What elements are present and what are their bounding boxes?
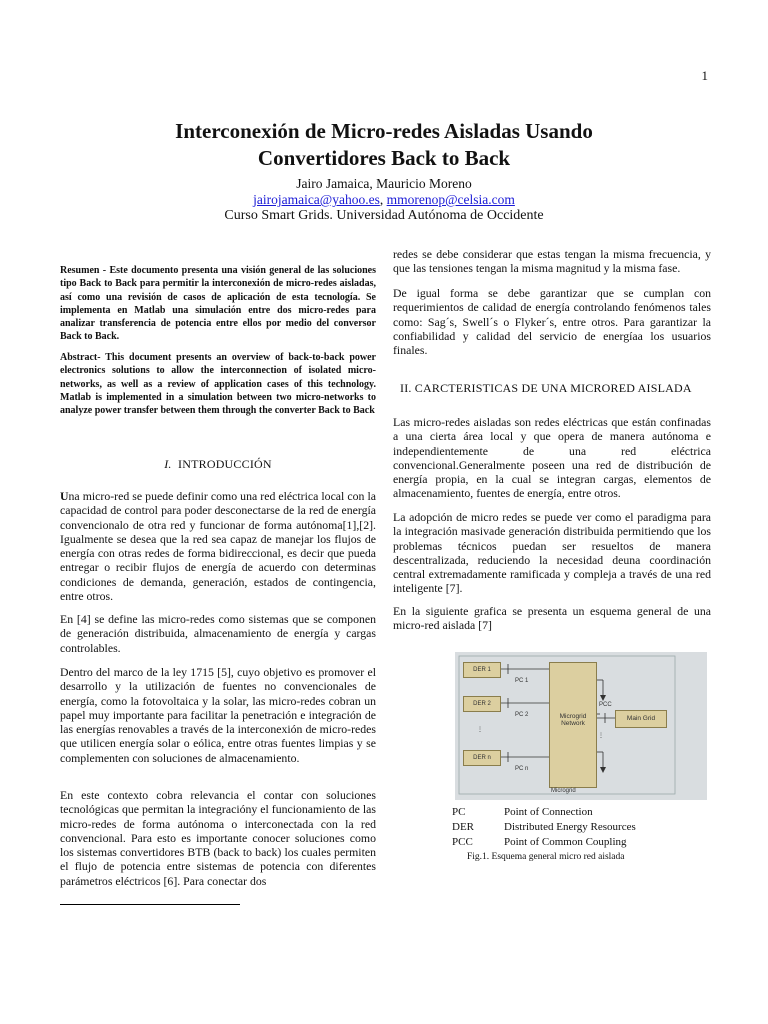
right-paragraph-4: La adopción de micro redes se puede ver como el paradigma para la integración masivade generación distribuida permitiendo que los problemas técnicos puedan ser resueltos de manera descentralizada, reduciendo la necesidad deuna coordinación central extremadamente ramificada y compleja a través de una red inteligente [7]. xyxy=(393,510,711,596)
section-1-heading xyxy=(60,457,376,472)
legend-row: PCC Point of Common Coupling xyxy=(452,836,627,848)
der-1-box: DER 1 xyxy=(463,662,501,678)
network-label-1: Microgrid xyxy=(559,713,587,720)
email-link-1[interactable]: jairojamaica@yahoo.es xyxy=(253,192,380,207)
title-line-1: Interconexión de Micro-redes Aisladas Usando xyxy=(175,119,593,143)
section-1-number: I. xyxy=(164,457,172,471)
intro-paragraph-4: En este contexto cobra relevancia el contar con soluciones tecnológicas que permitan la integracióny el funcionamiento de las micro-redes de forma autónoma o interconectada con la red convencional. Para esto es importante conocer soluciones como los sistemas convertidores BTB (back to back) los cuales permiten el flujo de potencia entre sistemas de potencia con diferentes parámetros eléctricos [6]. Para conectar dos xyxy=(60,788,376,888)
email-link-2[interactable]: mmorenop@celsia.com xyxy=(386,192,515,207)
legend-row: DER Distributed Energy Resources xyxy=(452,821,636,833)
microgrid-figure xyxy=(455,652,707,800)
footnote-rule xyxy=(60,904,240,905)
pc-2-label: PC 2 xyxy=(515,712,529,718)
emails xyxy=(0,192,768,208)
right-paragraph-1: redes se debe considerar que estas tengan la misma frecuencia, y que las tensiones tengan la misma magnitud y la misma fase. xyxy=(393,247,711,276)
intro-paragraph-3: Dentro del marco de la ley 1715 [5], cuyo objetivo es promover el desarrollo y la utilización de fuentes no convencionales de energía, como la fotovoltaica y la solar, las micro-redes cobran un papel muy importante para facilitar la penetración e integración de las energías renovables a través de la interconexión de micro-redes que utilicen energía solar o eólica, entre otras fuentes limpias y se complementen con soluciones de almacenamiento. xyxy=(60,665,376,765)
right-paragraph-2: De igual forma se debe garantizar que se cumplan con requerimientos de calidad de energía controlando fenómenos tales como: Sag´s, Swell´s o Flyker´s, entre otros. Para garantizar la confiabilidad y calidad del servicio de energíaa los usuarios finales. xyxy=(393,286,711,358)
microgrid-network-box xyxy=(549,662,597,788)
right-paragraph-3: Las micro-redes aisladas son redes eléctricas que están confinadas a una cierta área local y que opera de manera autónoma e independientemente de una red eléctrica convencional.Generalmente poseen una red de distribución de energía propia, en la cual se integran cargas, elementos de almacenamiento, fuentes de energía, entre otros. xyxy=(393,415,711,501)
pc-n-label: PC n xyxy=(515,766,529,772)
der-ellipsis: ⋮ xyxy=(477,727,483,733)
email-separator: , xyxy=(379,192,387,207)
legend-row: PC Point of Connection xyxy=(452,806,593,818)
microgrid-label: Microgrid xyxy=(551,788,576,794)
figure-caption: Fig.1. Esquema general micro red aislada xyxy=(467,852,625,862)
paper-title xyxy=(0,118,768,172)
intro-paragraph-2: En [4] se define las micro-redes como sistemas que se componen de generación distribuida, almacenamiento de energía y cargas controlables. xyxy=(60,612,376,655)
pc-1-label: PC 1 xyxy=(515,678,529,684)
main-grid-box: Main Grid xyxy=(615,710,667,728)
course-affiliation: Curso Smart Grids. Universidad Autónoma de Occidente xyxy=(224,208,544,223)
network-ellipsis: ⋮ xyxy=(598,733,604,739)
title-line-2: Convertidores Back to Back xyxy=(257,146,511,170)
der-n-box: DER n xyxy=(463,750,501,766)
figure-legend xyxy=(452,805,722,850)
authors: Jairo Jamaica, Mauricio Moreno xyxy=(296,176,472,191)
right-paragraph-5: En la siguiente grafica se presenta un esquema general de una micro-red aislada [7] xyxy=(393,604,711,633)
network-label-2: Network xyxy=(561,720,585,727)
intro-paragraph-1 xyxy=(60,489,376,603)
section-2-heading: II. CARCTERISTICAS DE UNA MICRORED AISLADA xyxy=(400,381,692,395)
drop-cap: U xyxy=(60,489,69,503)
resumen: Resumen - Este documento presenta una visión general de las soluciones tipo Back to Back para permitir la interconexión de micro-redes aisladas, así como una revisión de casos de aplicación de esta tecnología. Se implementa en Matlab una simulación entre dos micro-redes para analizar transferencia de potencia entre ellos por medio del conversor Back to Back. xyxy=(60,265,376,343)
page-number: 1 xyxy=(701,68,708,83)
der-2-box: DER 2 xyxy=(463,696,501,712)
author-block xyxy=(0,176,768,224)
pcc-label: PCC xyxy=(599,702,612,708)
section-1-title: INTRODUCCIÓN xyxy=(178,457,272,471)
intro-p1-text: na micro-red se puede definir como una red eléctrica local con la capacidad de control para poder desconectarse de la red de energía convencionalo de otra red y funcionar de forma autónoma[1],[2]. Igualmente se desea que la red sea capaz de manejar los flujos de energía con otras redes de forma bidireccional, es decir que pueda entregar o recibir flujos de energía de acuerdo con determinas condiciones de demanda, generación, estados de contingencia, entre otros. xyxy=(60,489,376,604)
abstract: Abstract- This document presents an overview of back-to-back power electronics solutions to allow the interconnection of isolated micro-networks, as well as a review of application cases of this technology. Matlab is implemented in a simulation between two micro-networks to analyze power transfer between them through the converter Back to Back xyxy=(60,352,376,417)
